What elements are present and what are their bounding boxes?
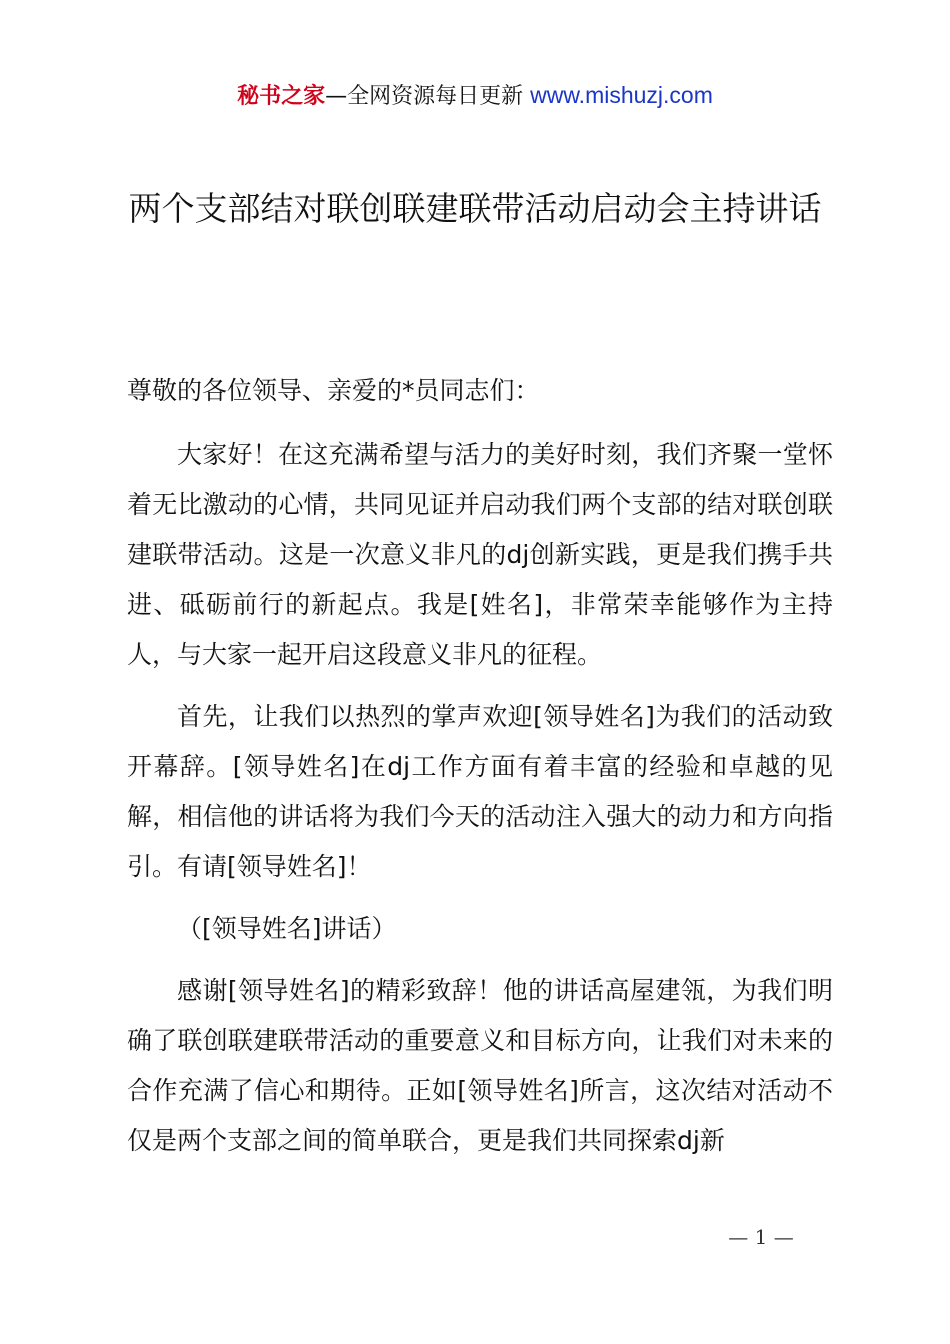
document-title: 两个支部结对联创联建联带活动启动会主持讲话 xyxy=(128,189,822,228)
body-paragraph: 大家好！在这充满希望与活力的美好时刻，我们齐聚一堂怀着无比激动的心情，共同见证并启动我们两个支部的结对联创联建联带活动。这是一次意义非凡的dj创新实践，更是我们携手共进、砥砺前行的新起点。我是[姓名]，非常荣幸能够作为主持人，与大家一起开启这段意义非凡的征程。 xyxy=(127,440,833,669)
salutation: 尊敬的各位领导、亲爱的*员同志们： xyxy=(127,376,540,405)
page-header xyxy=(0,78,950,114)
body-paragraph: （[领导姓名]讲话） xyxy=(177,914,397,943)
header-slogan: —全网资源每日更新 xyxy=(325,84,524,109)
body-paragraph: 感谢[领导姓名]的精彩致辞！他的讲话高屋建瓴，为我们明确了联创联建联带活动的重要意义和目标方向，让我们对未来的合作充满了信心和期待。正如[领导姓名]所言，这次结对活动不仅是两个支部之间的简单联合，更是我们共同探索dj新 xyxy=(127,976,833,1155)
document-body xyxy=(127,366,833,1178)
brand-name: 秘书之家 xyxy=(237,84,326,109)
site-url-link[interactable]: www.mishuzj.com xyxy=(530,82,713,108)
body-paragraph: 首先，让我们以热烈的掌声欢迎[领导姓名]为我们的活动致开幕辞。[领导姓名]在dj工作方面有着丰富的经验和卓越的见解，相信他的讲话将为我们今天的活动注入强大的动力和方向指引。有请[领导姓名]！ xyxy=(127,702,833,881)
page-number: — 1 — xyxy=(728,1225,794,1249)
